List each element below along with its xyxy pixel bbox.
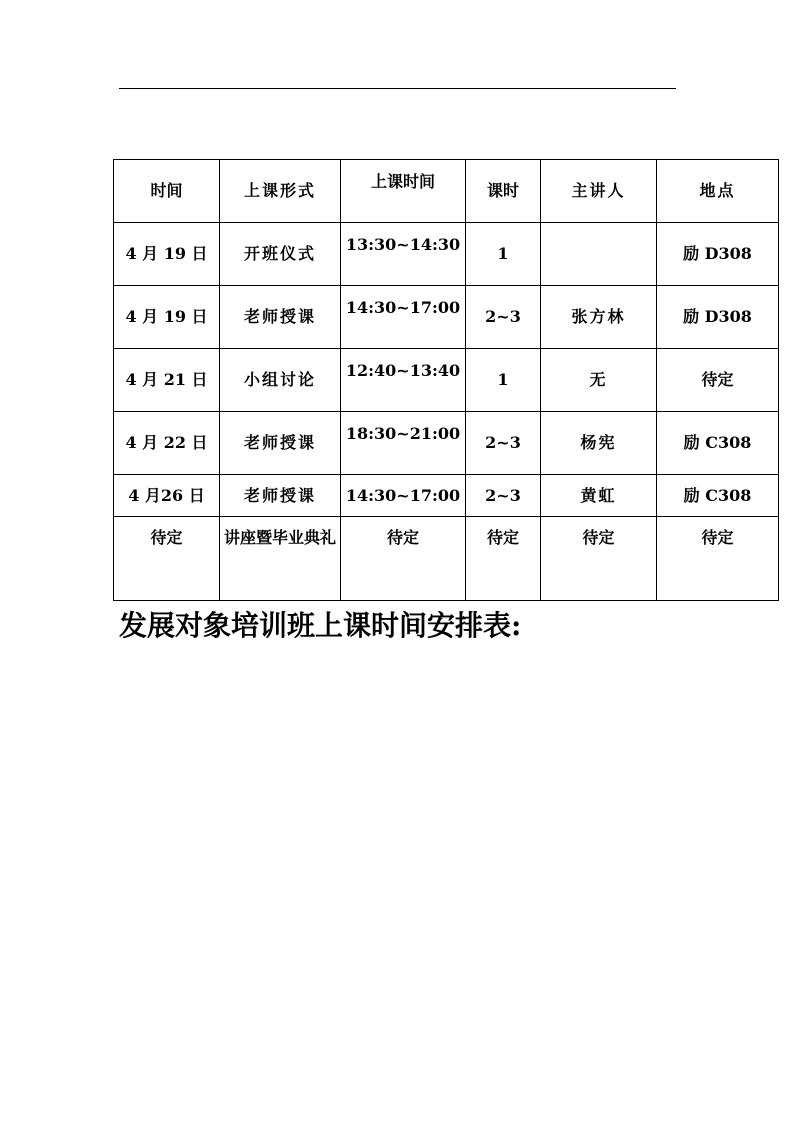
cell-date: 4 月 22 日 bbox=[114, 412, 220, 475]
cell-speaker: 张方林 bbox=[541, 286, 657, 349]
header-cell-time: 时间 bbox=[114, 160, 220, 223]
cell-format: 老师授课 bbox=[220, 412, 341, 475]
cell-speaker: 黄虹 bbox=[541, 475, 657, 517]
cell-speaker bbox=[541, 223, 657, 286]
table-row bbox=[114, 517, 779, 601]
header-cell-location: 地点 bbox=[657, 160, 779, 223]
cell-class-time: 14:30~17:00 bbox=[341, 286, 466, 349]
cell-class-time: 18:30~21:00 bbox=[341, 412, 466, 475]
cell-hours: 待定 bbox=[466, 517, 541, 601]
cell-hours: 1 bbox=[466, 223, 541, 286]
header-cell-class-time: 上课时间 bbox=[341, 160, 466, 223]
cell-hours: 1 bbox=[466, 349, 541, 412]
cell-date: 4 月 21 日 bbox=[114, 349, 220, 412]
schedule-table bbox=[113, 159, 779, 601]
cell-location: 励 C308 bbox=[657, 412, 779, 475]
cell-date: 4 月26 日 bbox=[114, 475, 220, 517]
header-cell-hours: 课时 bbox=[466, 160, 541, 223]
header-cell-format: 上课形式 bbox=[220, 160, 341, 223]
table-row bbox=[114, 412, 779, 475]
page-title: 发展对象培训班上课时间安排表: bbox=[119, 609, 522, 642]
cell-format: 开班仪式 bbox=[220, 223, 341, 286]
table-header-row bbox=[114, 160, 779, 223]
header-cell-speaker: 主讲人 bbox=[541, 160, 657, 223]
cell-format: 老师授课 bbox=[220, 286, 341, 349]
table-row bbox=[114, 223, 779, 286]
table-row bbox=[114, 475, 779, 517]
cell-class-time: 14:30~17:00 bbox=[341, 475, 466, 517]
cell-hours: 2~3 bbox=[466, 412, 541, 475]
cell-location: 励 D308 bbox=[657, 223, 779, 286]
cell-hours: 2~3 bbox=[466, 286, 541, 349]
cell-location: 励 D308 bbox=[657, 286, 779, 349]
cell-speaker: 无 bbox=[541, 349, 657, 412]
table-row bbox=[114, 349, 779, 412]
cell-date: 4 月 19 日 bbox=[114, 223, 220, 286]
cell-speaker: 待定 bbox=[541, 517, 657, 601]
cell-class-time: 待定 bbox=[341, 517, 466, 601]
cell-hours: 2~3 bbox=[466, 475, 541, 517]
cell-location: 励 C308 bbox=[657, 475, 779, 517]
cell-location: 待定 bbox=[657, 349, 779, 412]
cell-format: 讲座暨毕业典礼 bbox=[220, 517, 341, 601]
cell-class-time: 12:40~13:40 bbox=[341, 349, 466, 412]
table-row bbox=[114, 286, 779, 349]
cell-format: 小组讨论 bbox=[220, 349, 341, 412]
header-rule bbox=[119, 88, 676, 89]
cell-location: 待定 bbox=[657, 517, 779, 601]
cell-class-time: 13:30~14:30 bbox=[341, 223, 466, 286]
cell-date: 待定 bbox=[114, 517, 220, 601]
cell-speaker: 杨宪 bbox=[541, 412, 657, 475]
cell-date: 4 月 19 日 bbox=[114, 286, 220, 349]
cell-format: 老师授课 bbox=[220, 475, 341, 517]
